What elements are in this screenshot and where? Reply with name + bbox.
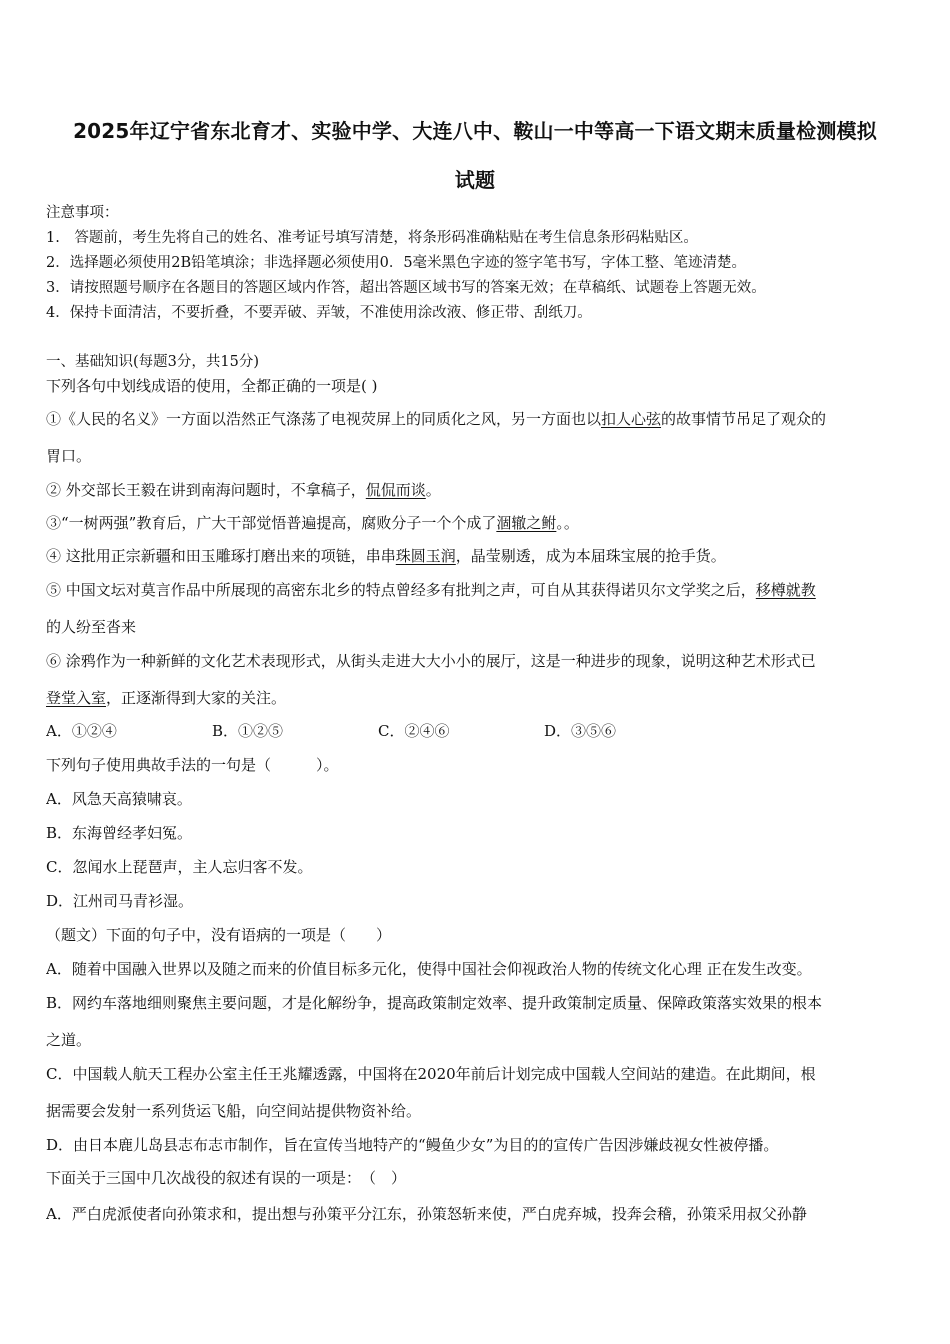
question-1-sentence-6-cont [46, 688, 914, 708]
question-1-sentence-3 [46, 513, 914, 533]
underlined-idiom: 扣人心弦 [601, 410, 662, 428]
sentence-text: ，正逐渐得到大家的关注。 [106, 689, 287, 707]
question-3-option-d: D．由日本鹿儿岛县志布志市制作，旨在宣传当地特产的“鳗鱼少女”为目的的宣传广告因涉嫌歧视女性被停播。 [46, 1136, 779, 1154]
question-3-option-c: C．中国载人航天工程办公室主任王兆耀透露，中国将在2020年前后计划完成中国载人空间站的建造。在此期间，根 [46, 1065, 816, 1083]
exam-title-line-2: 试题 [454, 168, 496, 192]
question-3-option-a: A．随着中国融入世界以及随之而来的价值目标多元化，使得中国社会仰视政治人物的传统文化心理 正在发生改变。 [46, 960, 812, 978]
question-1-sentence-2 [46, 480, 914, 500]
sentence-text: ，晶莹剔透，成为本届珠宝展的抢手货。 [455, 547, 726, 565]
sentence-text: ⑤ 中国文坛对莫言作品中所展现的高密东北乡的特点曾经多有批判之声，可自从其获得诺贝尔文学奖之后， [46, 581, 756, 599]
sentence-text: 。。 [556, 514, 579, 532]
sentence-text: 。 [425, 481, 441, 499]
option-c: C．②④⑥ [378, 722, 450, 740]
sentence-text: ② 外交部长王毅在讲到南海问题时，不拿稿子， [46, 481, 366, 499]
question-4-stem: 下面关于三国中几次战役的叙述有误的一项是： （ ） [46, 1169, 407, 1187]
question-1-sentence-4 [46, 546, 914, 566]
question-3-option-c-cont: 据需要会发射一系列货运飞船，向空间站提供物资补给。 [46, 1102, 422, 1120]
question-1-sentence-5-cont: 的人纷至沓来 [46, 618, 137, 636]
question-1-options [46, 721, 914, 741]
notice-item-1: 1. 答题前，考生先将自己的姓名、准考证号填写清楚，将条形码准确粘贴在考生信息条形码粘贴区。 [46, 230, 698, 246]
notice-item-4: 4．保持卡面清洁，不要折叠，不要弄破、弄皱，不准使用涂改液、修正带、刮纸刀。 [46, 305, 592, 321]
option-b: B．①②⑤ [212, 722, 284, 740]
question-2-option-c: C．忽闻水上琵琶声，主人忘归客不发。 [46, 858, 313, 876]
section-heading: 一、基础知识(每题3分，共15分) [46, 354, 259, 370]
sentence-text: ④ 这批用正宗新疆和田玉雕琢打磨出来的项链，串串 [46, 547, 396, 565]
sentence-text: ③“一树两强”教育后，广大干部觉悟普遍提高，腐败分子一个个成了 [46, 514, 497, 532]
question-1-sentence-6: ⑥ 涂鸦作为一种新鲜的文化艺术表现形式，从街头走进大大小小的展厅，这是一种进步的现象，说明这种艺术形式已 [46, 652, 816, 670]
option-d: D．③⑤⑥ [544, 722, 617, 740]
sentence-text: ①《人民的名义》一方面以浩然正气涤荡了电视荧屏上的同质化之风，另一方面也以 [46, 410, 602, 428]
question-2-option-a: A．风急天高猿啸哀。 [46, 790, 192, 808]
question-2-option-d: D．江州司马青衫湿。 [46, 892, 194, 910]
question-4-option-a: A．严白虎派使者向孙策求和，提出想与孙策平分江东，孙策怒斩来使，严白虎弃城，投奔会稽，孙策采用叔父孙静 [46, 1205, 807, 1223]
underlined-idiom: 登堂入室 [46, 689, 107, 707]
sentence-text: 的故事情节吊足了观众的 [661, 410, 827, 428]
question-3-option-b-cont: 之道。 [46, 1031, 92, 1049]
underlined-idiom: 侃侃而谈 [365, 481, 426, 499]
question-2-option-b: B．东海曾经孝妇冤。 [46, 824, 193, 842]
question-1-sentence-1 [46, 409, 914, 429]
option-a: A．①②④ [46, 722, 117, 740]
notice-heading: 注意事项： [46, 205, 119, 221]
notice-item-2: 2．选择题必须使用2B铅笔填涂；非选择题必须使用0．5毫米黑色字迹的签字笔书写，字体工整、笔迹清楚。 [46, 255, 747, 271]
question-1-stem: 下列各句中划线成语的使用，全都正确的一项是( ) [46, 377, 378, 395]
question-1-sentence-5 [46, 580, 914, 600]
underlined-idiom: 珠圆玉润 [395, 547, 456, 565]
exam-title-line-1: 2025年辽宁省东北育才、实验中学、大连八中、鞍山一中等高一下语文期末质量检测模拟 [73, 119, 877, 143]
question-3-option-b: B．网约车落地细则聚焦主要问题，才是化解纷争，提高政策制定效率、提升政策制定质量、保障政策落实效果的根本 [46, 994, 823, 1012]
question-2-stem: 下列句子使用典故手法的一句是（ ）。 [46, 756, 339, 774]
question-1-sentence-1-cont: 胃口。 [46, 447, 92, 465]
underlined-idiom: 移樽就教 [755, 581, 816, 599]
notice-item-3: 3．请按照题号顺序在各题目的答题区域内作答，超出答题区域书写的答案无效；在草稿纸、试题卷上答题无效。 [46, 280, 766, 296]
underlined-idiom: 涸辙之鲋 [496, 514, 557, 532]
question-3-stem: （题文）下面的句子中，没有语病的一项是（ ） [46, 926, 392, 944]
